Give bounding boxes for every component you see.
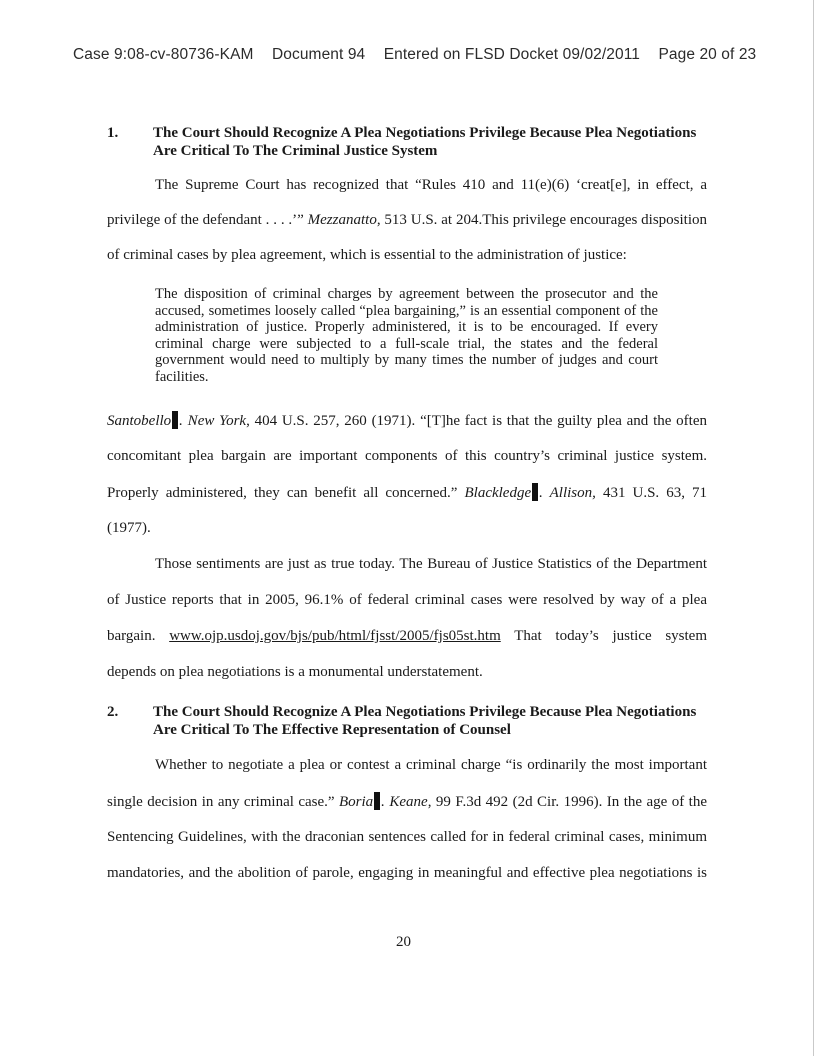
s1-p1-line-2: [107, 211, 707, 229]
s1-p1-text: privilege of the defendant . . . .’”: [107, 212, 308, 228]
section-2-title: The Court Should Recognize A Plea Negotiations Privilege Because Plea Negotiations Are Critical To The Effective Representation of Counsel: [153, 704, 697, 738]
s1-p3-line-1: Those sentiments are just as true today. The Bureau of Justice Statistics of the Department: [155, 556, 707, 572]
section-1-number: 1.: [107, 125, 119, 141]
s1-p2-text-2: Properly administered, they can benefit all concerned.”: [107, 485, 465, 501]
s1-p2-text: , 404 U.S. 257, 260 (1971). “[T]he fact is that the guilty plea and the often: [246, 413, 707, 429]
s1-p2-line-3: [107, 483, 707, 502]
section-2-number: 2.: [107, 704, 119, 720]
s1-p2-line-2: concomitant plea bargain are important components of this country’s criminal justice system.: [107, 448, 707, 464]
s1-p1-line-1: The Supreme Court has recognized that “Rules 410 and 11(e)(6) ‘creat[e], in effect, a: [155, 177, 707, 193]
citation-allison: . Allison,: [539, 485, 596, 501]
citation-boria: Boria: [339, 794, 374, 810]
citation-santobello: Santobello: [107, 413, 172, 429]
section-1-title: The Court Should Recognize A Plea Negotiations Privilege Because Plea Negotiations Are Critical To The Criminal Justice System: [153, 125, 697, 159]
redaction-mark: [532, 483, 538, 501]
s1-p2-text-3: 431 U.S. 63, 71: [595, 485, 707, 501]
s2-p1-text: single decision in any criminal case.”: [107, 794, 339, 810]
s1-p1-line-3: of criminal cases by plea agreement, which is essential to the administration of justice:: [107, 247, 627, 263]
citation-mezzanatto: Mezzanatto: [307, 212, 377, 228]
s1-p3-text: bargain.: [107, 628, 170, 644]
s2-p1-line-4: mandatories, and the abolition of parole, engaging in meaningful and effective plea negotiations is: [107, 865, 707, 881]
s2-p1-line-3: Sentencing Guidelines, with the draconian sentences called for in federal criminal cases, minimum: [107, 829, 707, 845]
citation-blackledge: Blackledge: [464, 485, 532, 501]
header-document-number: Document 94: [271, 46, 366, 63]
s2-p1-line-2: [107, 792, 707, 811]
header-case-number: Case 9:08-cv-80736-KAM: [73, 46, 254, 63]
citation-keane: . Keane: [381, 794, 428, 810]
header-page-count: Page 20 of 23: [658, 46, 757, 63]
page-number: 20: [396, 934, 411, 950]
header-entered-date: Entered on FLSD Docket 09/02/2011: [383, 46, 641, 63]
s1-p2-line-1: [107, 411, 707, 430]
bjs-statistics-link[interactable]: www.ojp.usdoj.gov/bjs/pub/html/fjsst/2005/fjs05st.htm: [169, 628, 501, 644]
s2-p1-line-1: Whether to negotiate a plea or contest a criminal charge “is ordinarily the most important: [155, 757, 707, 773]
s1-p2-line-4: (1977).: [107, 520, 151, 536]
s1-p3-text-2: That today’s justice system: [500, 628, 707, 644]
s2-p1-text-2: , 99 F.3d 492 (2d Cir. 1996). In the age of the: [427, 794, 707, 810]
block-quote: The disposition of criminal charges by agreement between the prosecutor and the accused, sometimes loosely called “plea bargaining,” is an essential component of the administration of justice. Properly administered, it is to be encouraged. If every criminal charge were subjected to a full-scale trial, the states and the federal government would need to multiply by many times the number of judges and court facilities.: [155, 286, 658, 385]
s1-p1-text-2: , 513 U.S. at 204.This privilege encourages disposition: [376, 212, 708, 228]
redaction-mark: [172, 411, 178, 429]
redaction-mark: [374, 792, 380, 810]
s1-p3-line-4: depends on plea negotiations is a monumental understatement.: [107, 664, 483, 680]
s1-p3-line-3: [107, 627, 707, 645]
s1-p3-line-2: of Justice reports that in 2005, 96.1% of federal criminal cases were resolved by way of a plea: [107, 592, 707, 608]
citation-new-york: . New York: [179, 413, 247, 429]
